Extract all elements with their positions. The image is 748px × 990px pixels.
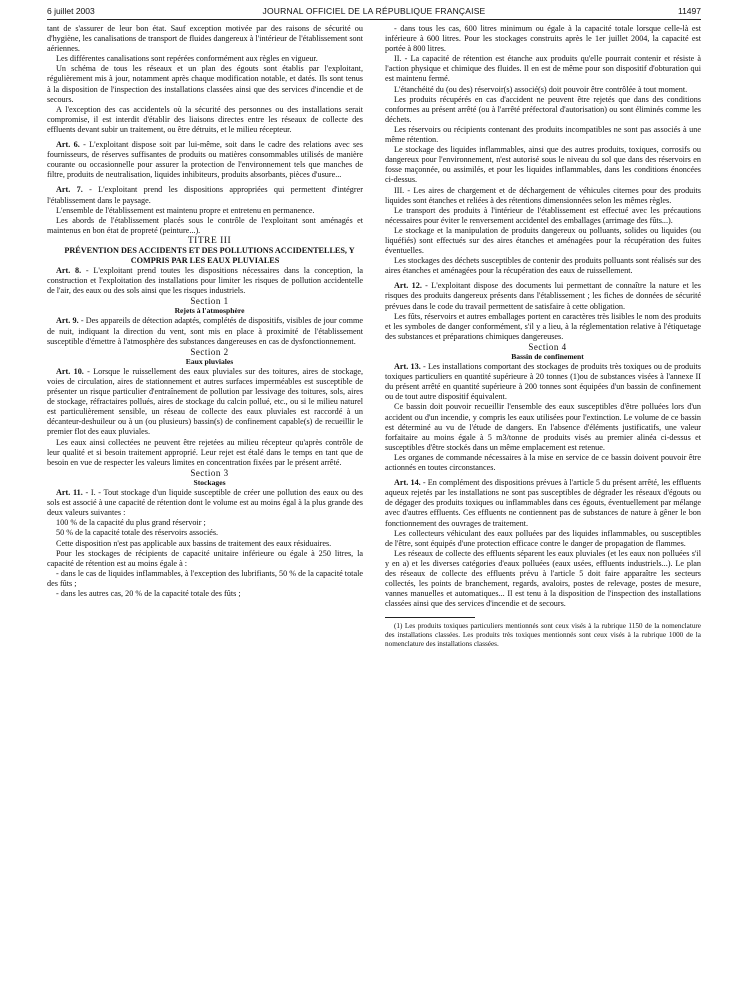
header-date: 6 juillet 2003	[47, 6, 95, 16]
right-column	[385, 24, 701, 649]
paragraph: Les réseaux de collecte des effluents séparent les eaux pluviales (et les eaux non polluées s'il y en a) et les diverses catégories d'eaux polluées (eaux usées, effluents industriels...). Le plan des réseaux de collecte des effluents prévu à l'article 5 doit faire apparaître les secteurs collectés, les points de branchement, regards, avaloirs, postes de relevage, postes de mesure, vannes manuelles et automatiques... Il est tenu à la disposition de l'inspection des installations classées ainsi que des services d'incendie et de secours.	[385, 548, 701, 609]
article-6	[47, 140, 363, 180]
section-heading: Section 4	[528, 341, 567, 352]
paragraph: Les organes de commande nécessaires à la mise en service de ce bassin doivent pouvoir être actionnés en toutes circonstances.	[385, 452, 701, 473]
paragraph: Les produits récupérés en cas d'accident ne peuvent être rejetés que dans des conditions conformes au présent arrêté (ou à l'arrêté préfectoral d'autorisation) ou sont éliminés comme les déchets.	[385, 94, 701, 124]
title-subheading: PRÉVENTION DES ACCIDENTS ET DES POLLUTIONS ACCIDENTELLES, Y COMPRIS PAR LES EAUX PLUVIALES	[64, 245, 355, 265]
page-number: 11497	[677, 6, 701, 16]
section-heading: Section 1	[190, 296, 229, 307]
section-subheading: Stockages	[193, 477, 226, 487]
paragraph: Un schéma de tous les réseaux et un plan des égouts sont établis par l'exploitant, régulièrement mis à jour, notamment après chaque modification notable, et datés. Ils sont tenus à la disposition de l'inspection des installations classées ainsi que des services d'incendie et de secours.	[47, 64, 363, 104]
footnote: (1) Les produits toxiques particuliers mentionnés sont ceux visés à la rubrique 1150 de la nomenclature des installations classées. Les produits très toxiques mentionnés sont ceux visés à la rubrique 1000 de la nomenclature des installations classées.	[385, 622, 701, 648]
article-label: Art. 14.	[394, 478, 421, 488]
paragraph: Ce bassin doit pouvoir recueillir l'ensemble des eaux susceptibles d'être polluées lors d'un accident ou d'un incendie, y compris les eaux utilisées pour l'extinction. Le volume de ce bassin est déterminé au vu de l'étude de dangers. En l'absence d'éléments justificatifs, une valeur forfaitaire au moins égale à 5 m3/tonne de produits visés au premier alinéa ci-dessus et susceptibles d'être stockés dans un même emplacement est retenue.	[385, 402, 701, 452]
article-text: - L'exploitant prend les dispositions appropriées qui permettent d'intégrer l'établissement dans le paysage.	[47, 185, 363, 205]
article-8	[47, 266, 363, 296]
article-text: - L'exploitant prend toutes les dispositions nécessaires dans la conception, la construction et l'exploitation des installations pour limiter les risques de pollution accidentelle de l'air, des eaux ou des sols ainsi que les risques industriels.	[47, 265, 364, 296]
header-rule	[47, 19, 701, 20]
paragraph: II. - La capacité de rétention est étanche aux produits qu'elle pourrait contenir et résiste à l'action physique et chimique des fluides. Il en est de même pour son dispositif d'obturation qui est maintenu fermé.	[385, 54, 701, 84]
article-label: Art. 9.	[56, 316, 79, 326]
paragraph: Les eaux ainsi collectées ne peuvent être rejetées au milieu récepteur qu'après contrôle de leur qualité et si besoin traitement approprié. Leur rejet est étalé dans le temps en tant que de besoin en vue de respecter les valeurs limites en concentration fixées par le présent arrêté.	[47, 437, 363, 467]
paragraph: Cette disposition n'est pas applicable aux bassins de traitement des eaux résiduaires.	[56, 538, 332, 548]
list-item: 50 % de la capacité totale des réservoirs associés.	[56, 528, 219, 538]
paragraph: Les abords de l'établissement placés sous le contrôle de l'exploitant sont aménagés et maintenus en bon état de propreté (peinture...).	[47, 215, 363, 235]
page-header	[47, 6, 701, 20]
paragraph: Les stockages des déchets susceptibles de contenir des produits polluants sont réalisés sur des aires étanches et aménagées pour la récupération des eaux de ruissellement.	[385, 256, 701, 276]
list-item: 100 % de la capacité du plus grand réservoir ;	[56, 518, 206, 528]
section-heading: Section 2	[190, 346, 229, 357]
title-heading: TITRE III	[187, 235, 232, 246]
paragraph: A l'exception des cas accidentels où la sécurité des personnes ou des installations serait compromise, il est interdit d'établir des liaisons directes entre les réseaux de collecte des effluents devant subir un traitement, ou être détruits, et le milieu récepteur.	[47, 104, 363, 134]
article-13	[385, 362, 701, 402]
section-heading: Section 3	[190, 467, 229, 478]
paragraph: Les réservoirs ou récipients contenant des produits incompatibles ne sont pas associés à une même rétention.	[385, 124, 701, 145]
article-10	[47, 367, 363, 438]
article-text: - L'exploitant dispose des documents lui permettant de connaître la nature et les risques des produits dangereux présents dans l'établissement ; les fiches de données de sécurité prévues dans le code du travail permettent de satisfaire à cette obligation.	[385, 281, 701, 311]
article-label: Art. 11.	[56, 488, 83, 498]
footnote-rule	[385, 617, 475, 618]
article-label: Art. 13.	[394, 362, 421, 372]
article-label: Art. 12.	[394, 281, 422, 291]
left-column	[47, 24, 363, 599]
journal-title: JOURNAL OFFICIEL DE LA RÉPUBLIQUE FRANÇAISE	[262, 6, 486, 16]
article-label: Art. 8.	[56, 265, 82, 275]
section-subheading: Bassin de confinement	[511, 352, 584, 361]
paragraph: L'étanchéité du (ou des) réservoir(s) associé(s) doit pouvoir être contrôlée à tout moment.	[394, 84, 688, 94]
paragraph: Les fûts, réservoirs et autres emballages portent en caractères très lisibles le nom des produits et les symboles de danger conformément, s'il y a lieu, à la réglementation relative à l'étiquetage des substances et préparations chimiques dangereuses.	[385, 311, 701, 341]
article-text: - I. - Tout stockage d'un liquide susceptible de créer une pollution des eaux ou des sols est associé à une capacité de rétention dont le volume est au moins égal à la plus grande des deux valeurs suivantes :	[47, 488, 363, 518]
article-12	[385, 281, 701, 311]
article-text: - Les installations comportant des stockages de produits très toxiques ou de produits toxiques particuliers en quantité supérieure à 20 tonnes (1)ou de substances visées à l'annexe II du présent arrêté en quantité supérieure à 200 tonnes sont équipées d'un bassin de confinement ou de tout autre dispositif équivalent.	[385, 362, 701, 402]
article-label: Art. 10.	[56, 366, 84, 376]
article-text: - Lorsque le ruissellement des eaux pluviales sur des toitures, aires de stockage, voies de circulation, aires de stationnement et autres surfaces imperméables est susceptible de présenter un risque particulier d'entraînement de pollution par lessivage des toitures, sols, aires de stockage, réfractaires pollués, aires de stockage du calcin pollué, etc., ou si le milieu naturel est particulièrement sensible, un réseau de collecte des eaux pluviales est raccordé à un décanteur-deshuileur ou à un (ou plusieurs) bassin(s) de confinement capable(s) de recueillir le premier flot des eaux pluviales.	[47, 366, 363, 437]
list-item: - dans tous les cas, 600 litres minimum ou égale à la capacité totale lorsque celle-là est inférieure à 600 litres. Pour les stockages construits après le 1er juillet 2004, la capacité est portée à 800 litres.	[385, 24, 701, 54]
paragraph: Le stockage et la manipulation de produits dangereux ou polluants, solides ou liquides (ou liquéfiés) sont effectués sur des aires étanches et aménagées pour la récupération des fuites éventuelles.	[385, 225, 701, 256]
article-9	[47, 316, 363, 346]
article-text: - L'exploitant dispose soit par lui-même, soit dans le cadre des relations avec ses fournisseurs, de réserves suffisantes de produits ou matières consommables utilisés de manière courante ou occasionnelle pour assurer la protection de l'environnement tels que manches de filtre, produits de neutralisation, liquides inhibiteurs, produits absorbants, pièces d'usure...	[47, 140, 363, 180]
article-11	[47, 488, 363, 518]
article-7	[47, 185, 363, 205]
section-subheading: Eaux pluviales	[185, 356, 234, 366]
section-subheading: Rejets à l'atmosphère	[174, 306, 245, 316]
paragraph: III. - Les aires de chargement et de déchargement de véhicules citernes pour des produits liquides sont étanches et reliées à des rétentions dimensionnées selon les mêmes règles.	[385, 185, 701, 205]
article-14	[385, 478, 701, 528]
paragraph: Les collecteurs véhiculant des eaux polluées par des liquides inflammables, ou susceptibles de l'être, sont équipés d'une protection efficace contre le danger de propagation de flammes.	[385, 528, 701, 548]
paragraph: tant de s'assurer de leur bon état. Sauf exception motivée par des raisons de sécurité ou d'hygiène, les canalisations de transport de fluides dangereux à l'intérieur de l'établissement sont aériennes.	[47, 24, 363, 54]
paragraph: Le stockage des liquides inflammables, ainsi que des autres produits, toxiques, corrosifs ou dangereux pour l'environnement, n'est autorisé sous le niveau du sol que dans des réservoirs en fosse maçonnée, ou assimilés, et pour les liquides inflammables, dans les conditions énoncées ci-dessus.	[385, 145, 701, 185]
paragraph: Le transport des produits à l'intérieur de l'établissement est effectué avec les précautions nécessaires pour éviter le renversement accidentel des emballages (arrimage des fûts...).	[385, 205, 701, 225]
list-item: - dans le cas de liquides inflammables, à l'exception des lubrifiants, 50 % de la capacité totale des fûts ;	[47, 568, 363, 588]
article-text: - En complément des dispositions prévues à l'article 5 du présent arrêté, les effluents aqueux rejetés par les installations ne sont pas susceptibles de dégrader les réseaux d'égouts ou de dégager des produits toxiques ou inflammables dans ces égouts, éventuellement par mélange avec d'autres effluents. Ces effluents ne contiennent pas de substances de nature à gêner le bon fonctionnement des ouvrages de traitement.	[385, 478, 701, 528]
article-text: - Des appareils de détection adaptés, complétés de dispositifs, visibles de jour comme de nuit, indiquant la direction du vent, sont mis en place à proximité de l'établissement susceptible d'émettre à l'atmosphère des substances dangereuses en cas de dysfonctionnement.	[47, 316, 363, 346]
paragraph: L'ensemble de l'établissement est maintenu propre et entretenu en permanence.	[56, 205, 315, 215]
paragraph: Les différentes canalisations sont repérées conformément aux règles en vigueur.	[56, 54, 318, 64]
article-label: Art. 7.	[56, 185, 83, 195]
paragraph: Pour les stockages de récipients de capacité unitaire inférieure ou égale à 250 litres, la capacité de rétention est au moins égale à :	[47, 548, 363, 568]
list-item: - dans les autres cas, 20 % de la capacité totale des fûts ;	[56, 588, 241, 598]
article-label: Art. 6.	[56, 140, 80, 150]
